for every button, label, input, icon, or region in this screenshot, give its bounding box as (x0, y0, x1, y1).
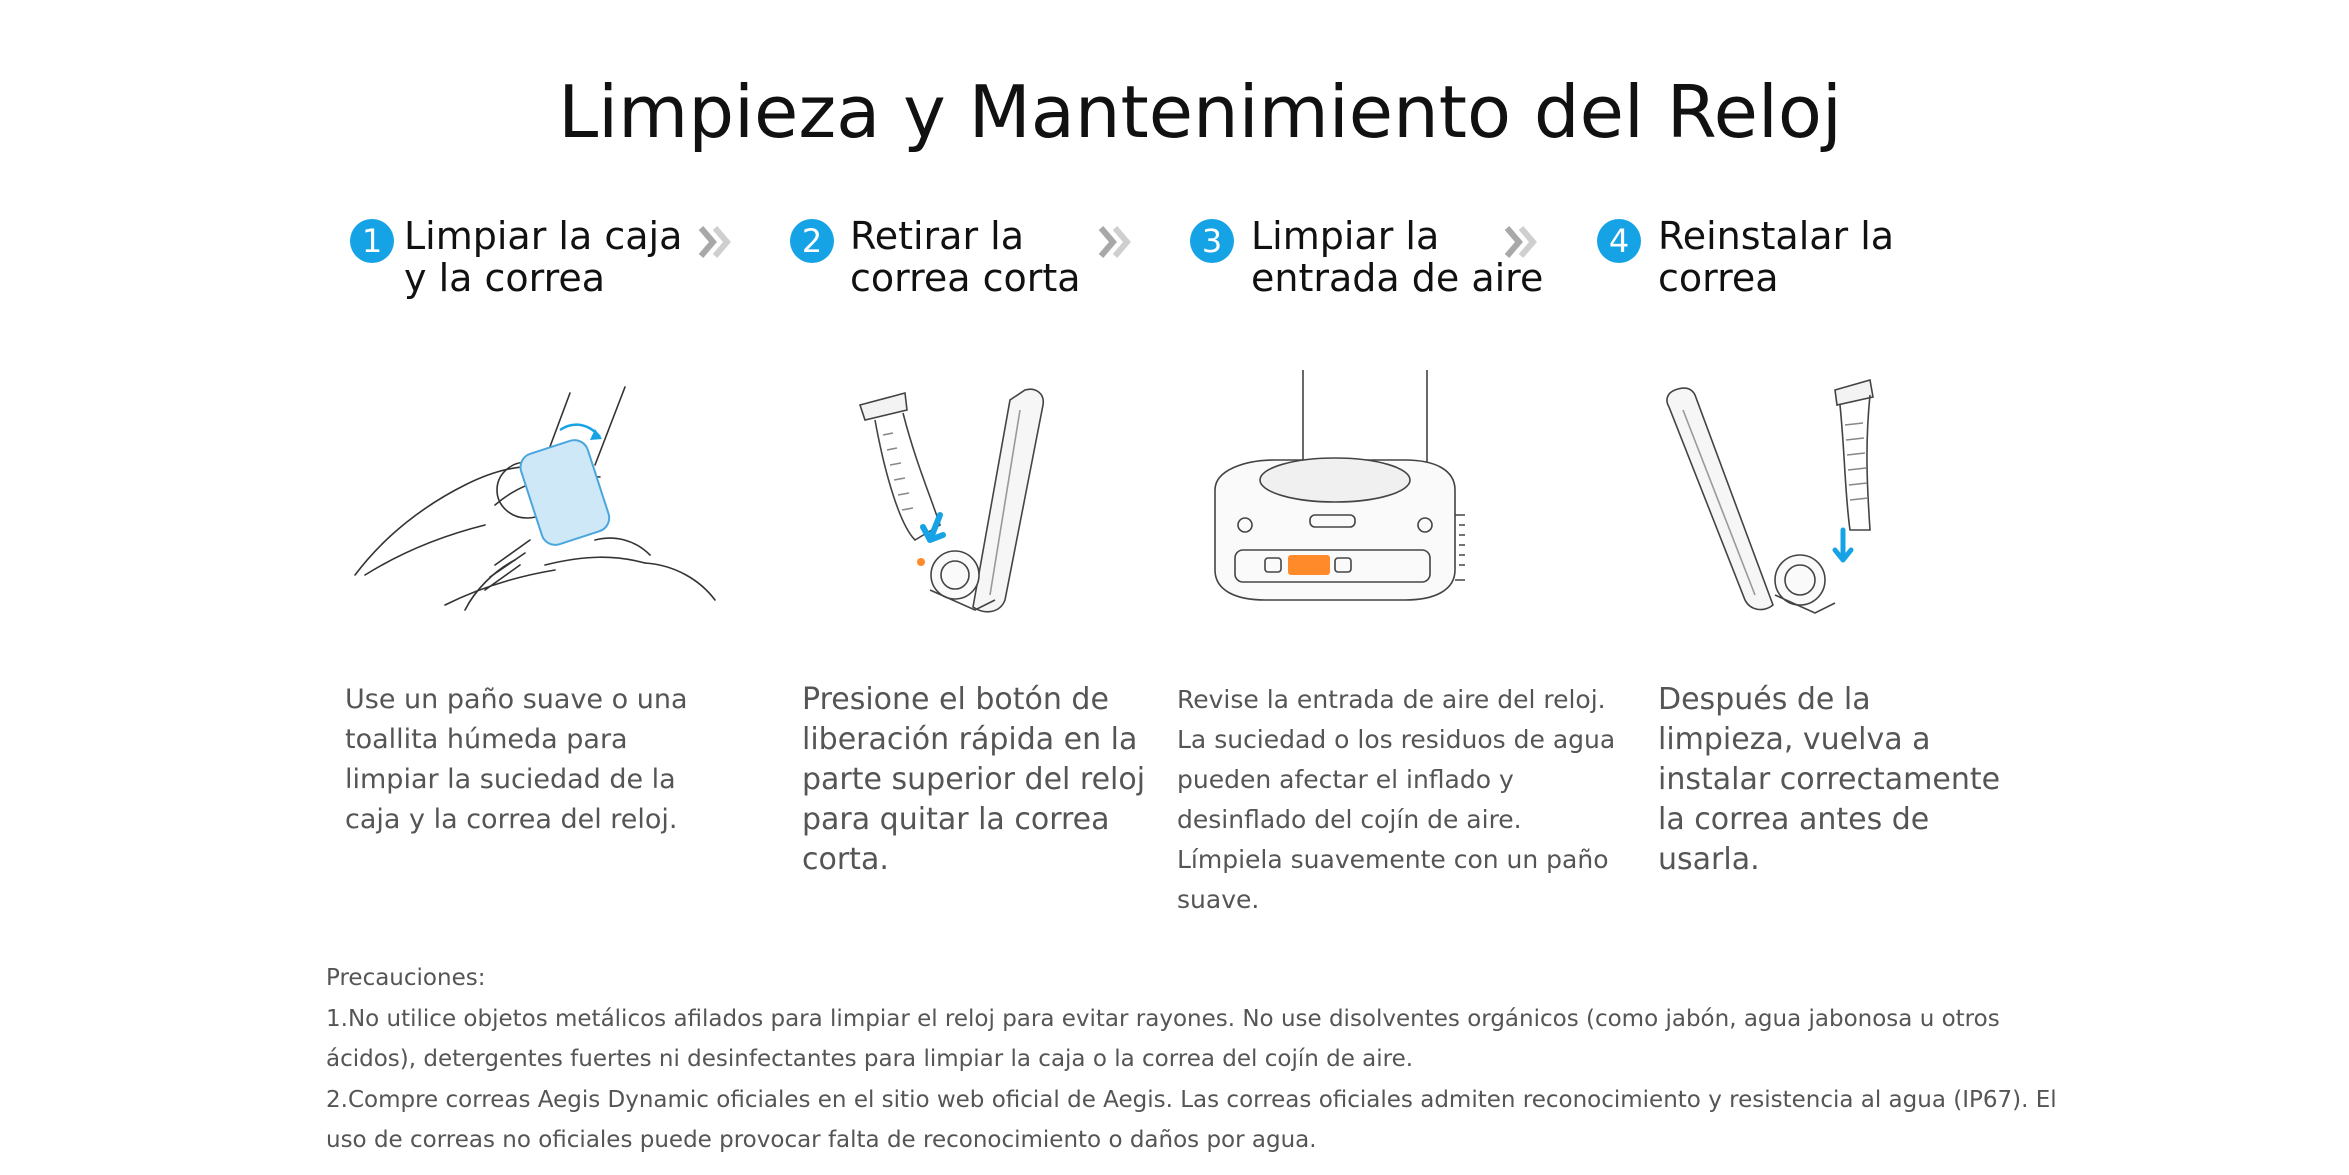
remove-strap-illustration (845, 365, 1065, 615)
step-2-description: Presione el botón de liberación rápida en la parte superior del reloj para quitar la correa corta. (802, 682, 1146, 877)
chevron-right-icon (1503, 222, 1543, 262)
step-4-description: Después de la limpieza, vuelva a instalar correctamente la correa antes de usarla. (1658, 682, 2001, 877)
reinstall-strap-illustration (1665, 365, 1885, 615)
step-title: Limpiar la entrada de aire (1251, 214, 1544, 300)
step-number-badge: 2 (790, 219, 834, 263)
step-3-description: Revise la entrada de aire del reloj. La suciedad o los residuos de agua pueden afectar el inflado y desinflado del cojín de aire. Límpiela suavemente con un paño suave. (1177, 685, 1616, 914)
step-1-description: Use un paño suave o una toallita húmeda para limpiar la suciedad de la caja y la correa del reloj. (345, 684, 688, 835)
precautions-section (326, 958, 2086, 1161)
step-number-badge: 1 (350, 219, 394, 263)
hands-wiping-watch-illustration (345, 365, 725, 615)
air-inlet-illustration (1205, 365, 1465, 615)
step-title: Limpiar la caja y la correa (404, 214, 683, 300)
page-title: Limpieza y Mantenimiento del Reloj (558, 70, 1842, 155)
chevron-right-icon (1097, 222, 1137, 262)
precaution-item: 1.No utilice objetos metálicos afilados para limpiar el reloj para evitar rayones. No use disolventes orgánicos (como jabón, agua jabonosa u otros ácidos), detergentes fuertes ni desinfectantes para limpiar la caja o la correa del cojín de aire. (326, 1005, 2000, 1072)
step-number-badge: 4 (1597, 219, 1641, 263)
step-title: Retirar la correa corta (850, 214, 1081, 300)
precautions-heading: Precauciones: (326, 965, 486, 991)
step-number-badge: 3 (1190, 219, 1234, 263)
chevron-right-icon (697, 222, 737, 262)
step-title: Reinstalar la correa (1658, 214, 1895, 300)
precaution-item: 2.Compre correas Aegis Dynamic oficiales en el sitio web oficial de Aegis. Las correas oficiales admiten reconocimiento y resistencia al agua (IP67). El uso de correas no oficiales puede provocar falta de reconocimiento o daños por agua. (326, 1086, 2057, 1153)
